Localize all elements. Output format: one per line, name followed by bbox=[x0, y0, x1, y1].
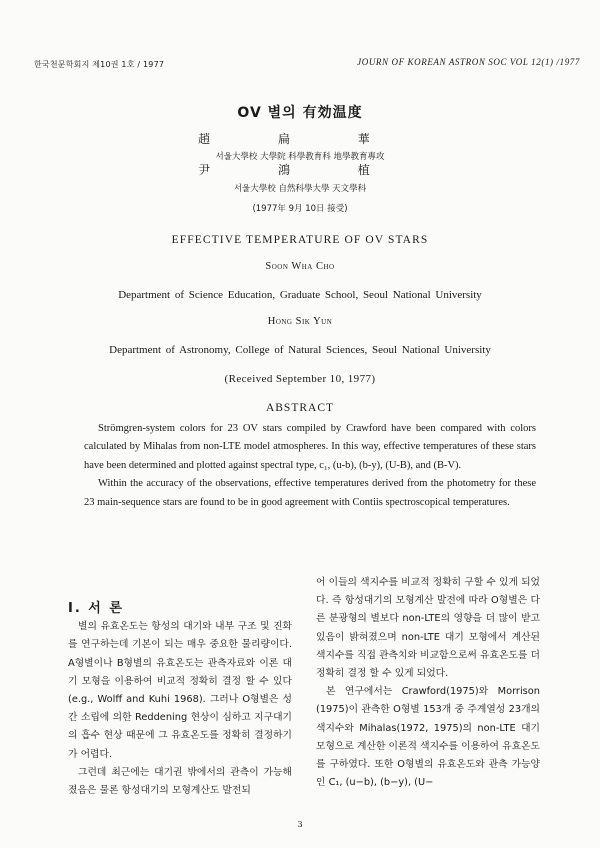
abstract-paragraph-2: Within the accuracy of the observations, effective temperatures derived from the photometry for these 23 main-sequence stars are found to be in good agreement with Contiis spectroscopical temperatures. bbox=[84, 478, 536, 508]
abstract-paragraph-1: Strömgren-system colors for 23 OV stars compiled by Crawford have been compared with colors calculated by Mihalas from non-LTE model atmospheres. In this way, effective temperatures of these stars have been determined and plotted against spectral type, c₁, (u-b), (b-y), (U-B), and (B-V). bbox=[84, 423, 536, 471]
section-heading-introduction: I. 서 론 bbox=[68, 601, 124, 616]
body-column-right bbox=[316, 574, 540, 792]
intro-paragraph-2: 그런데 최근에는 대기권 밖에서의 관측이 가능해졌음은 물론 항성대기의 모형계산도 발전되 bbox=[68, 766, 292, 797]
received-date-korean: (1977年 9月 10日 接受) bbox=[252, 204, 348, 214]
journal-header-english: JOURN OF KOREAN ASTRON SOC VOL 12(1) /1977 bbox=[357, 57, 580, 67]
intro-paragraph-3: 본 연구에서는 Crawford(1975)와 Morrison (1975)이 관측한 O형별 153개 중 주계열성 23개의 색지수와 Mihalas(1972, 1975)의 non-LTE 대기 모형으로 계산한 이론적 색지수를 이용하여 유효온도를 구하였다. 또한 O형별의 유효온도와 관측 가능양인 C₁, (u−b), (b−y), (U− bbox=[316, 686, 540, 789]
intro-paragraph-1: 별의 유효온도는 항성의 대기와 내부 구조 및 진화를 연구하는데 기본이 되는 매우 중요한 물리량이다. A형별이나 B형별의 유효온도는 관측자료와 이론 대기 모형을 이용하여 비교적 정확히 결정 할 수 있다(e.g., Wolff and Kuhi 1968). 그러나 O형별은 성간 소립에 의한 Reddening 현상이 심하고 지구대기의 흡수 현상 때문에 그 유효온도를 정확히 결정하기가 어렵다. bbox=[68, 621, 292, 760]
author-2-name-english: Hong Sik Yun bbox=[267, 316, 333, 327]
received-date-english: (Received September 10, 1977) bbox=[224, 373, 376, 385]
journal-header-korean: 한국천문학회지 제10권 1호 / 1977 bbox=[34, 60, 165, 69]
abstract-body bbox=[84, 420, 536, 512]
author-1-affiliation-korean: 서울大學校 大學院 科學教育科 地學教育專攻 bbox=[215, 152, 385, 162]
intro-paragraph-2-continued: 어 이들의 색지수를 비교적 정확히 구할 수 있게 되었다. 즉 항성대기의 모형계산 발전에 따라 O형별은 다른 분광형의 별보다 non-LTE의 영향을 더 많이 받고 있음이 밝혀졌으며 non-LTE 대기 모형에서 계산된 색지수를 직접 관측치와 비교함으로써 유효온도를 더 정확히 결정 할 수 있게 되었다. bbox=[316, 577, 540, 680]
author-2-affiliation-korean: 서울大學校 自然科學大學 天文學科 bbox=[233, 184, 367, 194]
author-2-affiliation-english: Department of Astronomy, College of Natural Sciences, Seoul National University bbox=[109, 344, 491, 356]
author-1-affiliation-english: Department of Science Education, Graduate School, Seoul National University bbox=[118, 289, 482, 301]
body-column-left bbox=[68, 600, 292, 800]
author-1-name-korean: 趙 扁 華 bbox=[198, 132, 402, 146]
paper-title-korean: OV 별의 有効温度 bbox=[237, 105, 363, 121]
page-number: 3 bbox=[297, 820, 303, 829]
paper-title-english: EFFECTIVE TEMPERATURE OF OV STARS bbox=[171, 234, 429, 246]
author-1-name-english: Soon Wha Cho bbox=[265, 261, 335, 272]
author-2-name-korean: 尹 鴻 植 bbox=[198, 163, 402, 177]
abstract-heading: ABSTRACT bbox=[265, 402, 335, 414]
